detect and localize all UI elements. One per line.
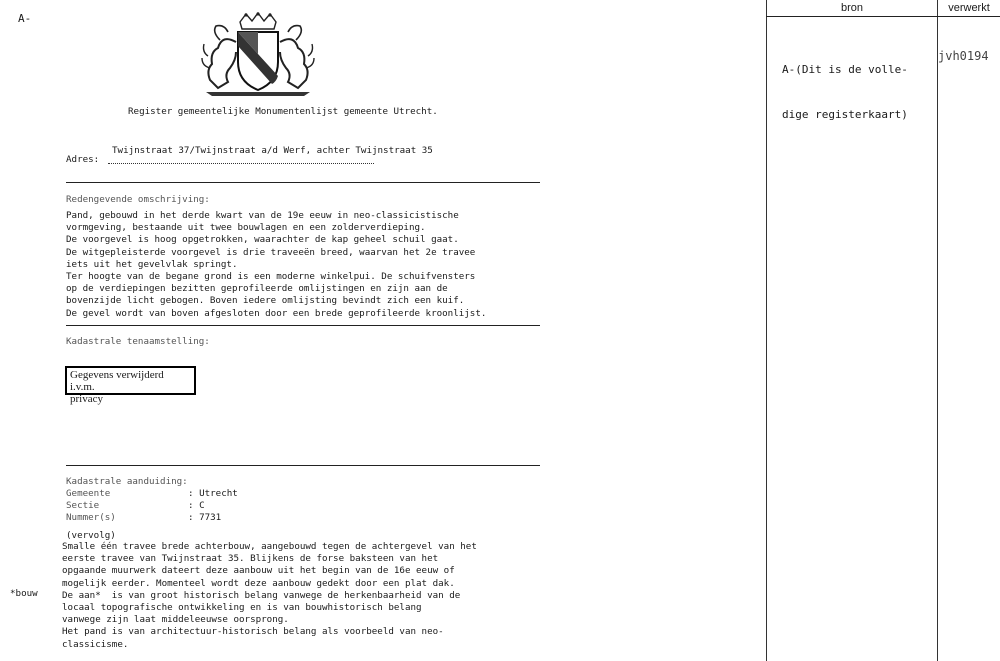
continuation-line: De aan* is van groot historisch belang vanwege de herkenbaarheid van de: [62, 589, 461, 601]
column-header-bron: bron: [840, 2, 864, 14]
description-text: [66, 210, 486, 320]
address-label: Adres:: [66, 154, 100, 165]
continuation-line: locaal topografische ontwikkeling en is van bouwhistorisch belang: [62, 602, 422, 614]
continuation-line: opgaande muurwerk dateert deze aanbouw uit het begin van de 16e eeuw of: [62, 565, 455, 577]
description-line: De witgepleisterde voorgevel is drie traveeën breed, waarvan het 2e travee: [66, 246, 476, 258]
continuation-line: vanwege zijn laat middeleeuwse oorsprong.: [62, 614, 289, 626]
sidebar-column-divider: [937, 0, 938, 661]
description-line: op de verdiepingen bezitten geprofileerde omlijstingen en zijn aan de: [66, 283, 448, 295]
description-line: De voorgevel is hoog opgetrokken, waarachter de kap geheel schuil gaat.: [66, 234, 459, 246]
continuation-line: Smalle één travee brede achterbouw, aangebouwd tegen de achtergevel van het: [62, 541, 477, 552]
continuation-line: eerste travee van Twijnstraat 35. Blijkens de forse baksteen van het: [62, 553, 439, 565]
description-line: Ter hoogte van de begane grond is een moderne winkelpui. De schuifvensters: [66, 271, 476, 283]
description-line: Pand, gebouwd in het derde kwart van de 19e eeuw in neo-classicistische: [66, 210, 459, 221]
privacy-redaction-box: [65, 366, 196, 405]
address-dotted-line: [108, 163, 374, 164]
description-line: bovenzijde licht gebogen. Boven iedere omlijsting bevindt zich een kuif.: [66, 295, 465, 307]
separator-line: [66, 182, 540, 183]
column-header-verwerkt: verwerkt: [948, 2, 990, 14]
description-line: De gevel wordt van boven afgesloten door een brede geprofileerde kroonlijst.: [66, 307, 487, 319]
address-value: Twijnstraat 37/Twijnstraat a/d Werf, achter Twijnstraat 35: [112, 145, 433, 156]
continuation-line: Het pand is van architectuur-historisch belang als voorbeeld van neo-: [62, 626, 444, 638]
bron-entry: [782, 32, 908, 137]
privacy-line: privacy: [70, 393, 103, 405]
corner-mark: A-: [18, 12, 32, 25]
separator-line: [66, 465, 540, 466]
sidebar-header-line: [766, 16, 1000, 17]
separator-line: [66, 325, 540, 326]
aanduiding-label-sectie: Sectie: [66, 500, 100, 511]
bron-line: dige registerkaart): [782, 108, 908, 121]
continuation-label: (vervolg): [66, 530, 116, 541]
aanduiding-heading: Kadastrale aanduiding:: [66, 476, 188, 487]
aanduiding-value-sectie: : C: [188, 500, 205, 511]
bron-line: A-(Dit is de volle-: [782, 63, 908, 76]
verwerkt-entry: jvh0194: [938, 49, 989, 63]
continuation-line: classicisme.: [62, 638, 129, 650]
continuation-text: [62, 541, 477, 651]
coat-of-arms-emblem: [198, 12, 318, 98]
aanduiding-value-nummers: : 7731: [188, 512, 222, 523]
aanduiding-value-gemeente: : Utrecht: [188, 488, 238, 499]
description-line: iets uit het gevelvlak springt.: [66, 258, 238, 270]
privacy-line: Gegevens verwijderd i.v.m.: [70, 369, 164, 393]
aanduiding-label-nummers: Nummer(s): [66, 512, 116, 523]
sidebar-left-border: [766, 0, 767, 661]
continuation-line: mogelijk eerder. Momenteel wordt deze aanbouw gedekt door een plat dak.: [62, 577, 455, 589]
margin-note: *bouw: [10, 588, 38, 599]
description-heading: Redengevende omschrijving:: [66, 194, 210, 205]
tenaamstelling-heading: Kadastrale tenaamstelling:: [66, 336, 210, 347]
aanduiding-label-gemeente: Gemeente: [66, 488, 111, 499]
description-line: vormgeving, bestaande uit twee bouwlagen en een zolderverdieping.: [66, 222, 426, 234]
register-title: Register gemeentelijke Monumentenlijst gemeente Utrecht.: [128, 106, 438, 117]
